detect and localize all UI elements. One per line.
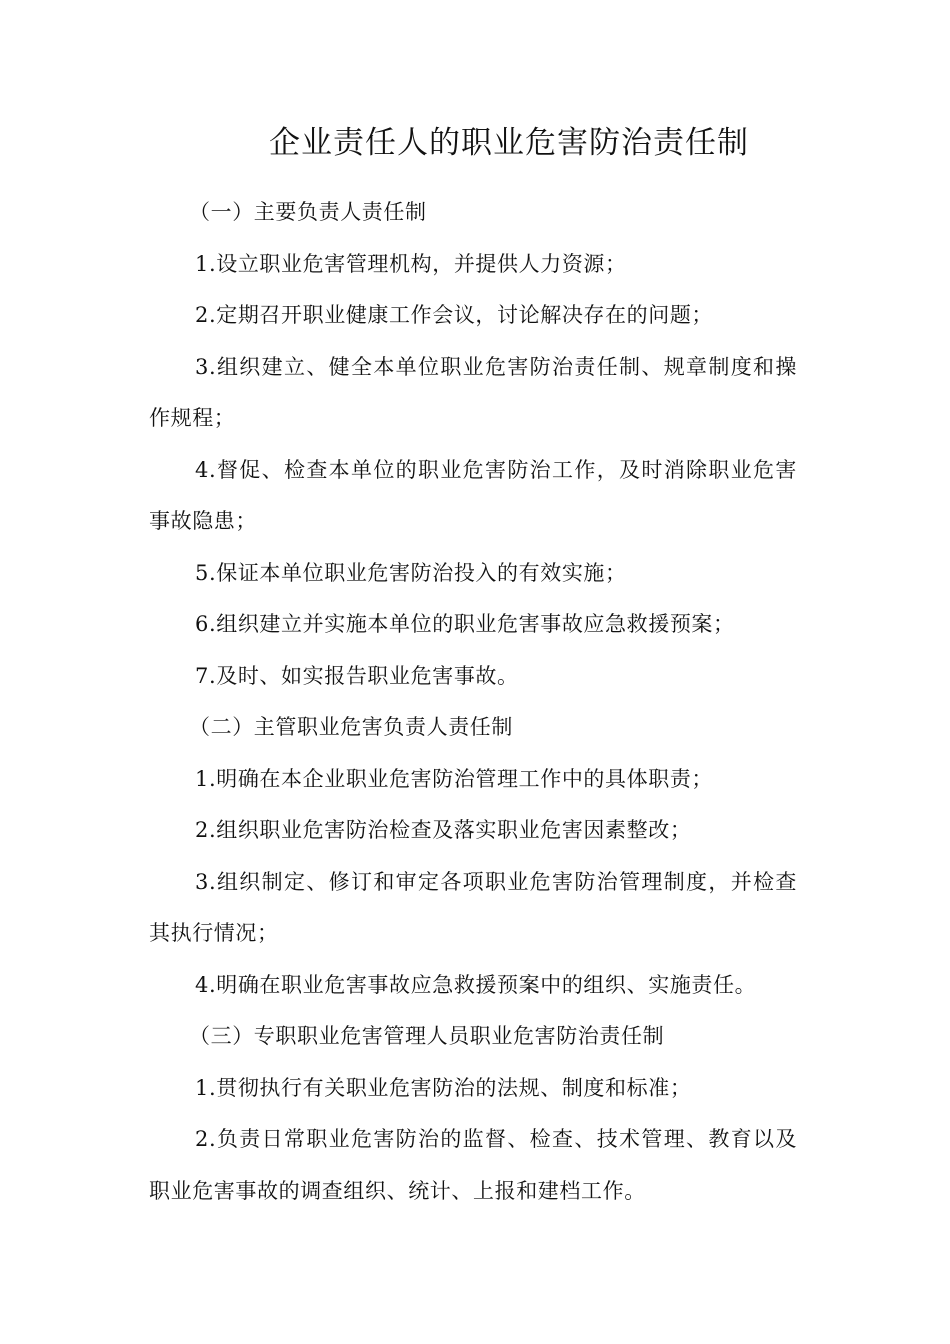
list-item: 7.及时、如实报告职业危害事故。 <box>195 663 519 688</box>
list-item: 2.组织职业危害防治检查及落实职业危害因素整改； <box>195 818 692 842</box>
document-body <box>149 187 797 1217</box>
list-item: 1.贯彻执行有关职业危害防治的法规、制度和标准； <box>195 1075 692 1100</box>
list-item: 2.定期召开职业健康工作会议，讨论解决存在的问题； <box>195 303 714 327</box>
section-heading: （一）主要负责人责任制 <box>189 200 427 224</box>
list-item: 1.设立职业危害管理机构，并提供人力资源； <box>195 251 627 276</box>
list-item: 4.明确在职业危害事故应急救援预案中的组织、实施责任。 <box>195 972 757 997</box>
document-title: 企业责任人的职业危害防治责任制 <box>269 125 749 161</box>
list-item: 1.明确在本企业职业危害防治管理工作中的具体职责； <box>195 766 714 791</box>
list-item: 5.保证本单位职业危害防治投入的有效实施； <box>195 560 627 585</box>
list-item: 3.组织建立、健全本单位职业危害防治责任制、规章制度和操作规程； <box>149 354 797 430</box>
list-item: 6.组织建立并实施本单位的职业危害事故应急救援预案； <box>195 612 735 636</box>
list-item: 3.组织制定、修订和审定各项职业危害防治管理制度，并检查其执行情况； <box>149 869 797 945</box>
section-heading: （三）专职职业危害管理人员职业危害防治责任制 <box>189 1024 665 1048</box>
section-heading: （二）主管职业危害负责人责任制 <box>189 715 513 739</box>
list-item: 4.督促、检查本单位的职业危害防治工作，及时消除职业危害事故隐患； <box>149 457 797 533</box>
list-item: 2.负责日常职业危害防治的监督、检查、技术管理、教育以及职业危害事故的调查组织、统计、上报和建档工作。 <box>149 1127 797 1203</box>
